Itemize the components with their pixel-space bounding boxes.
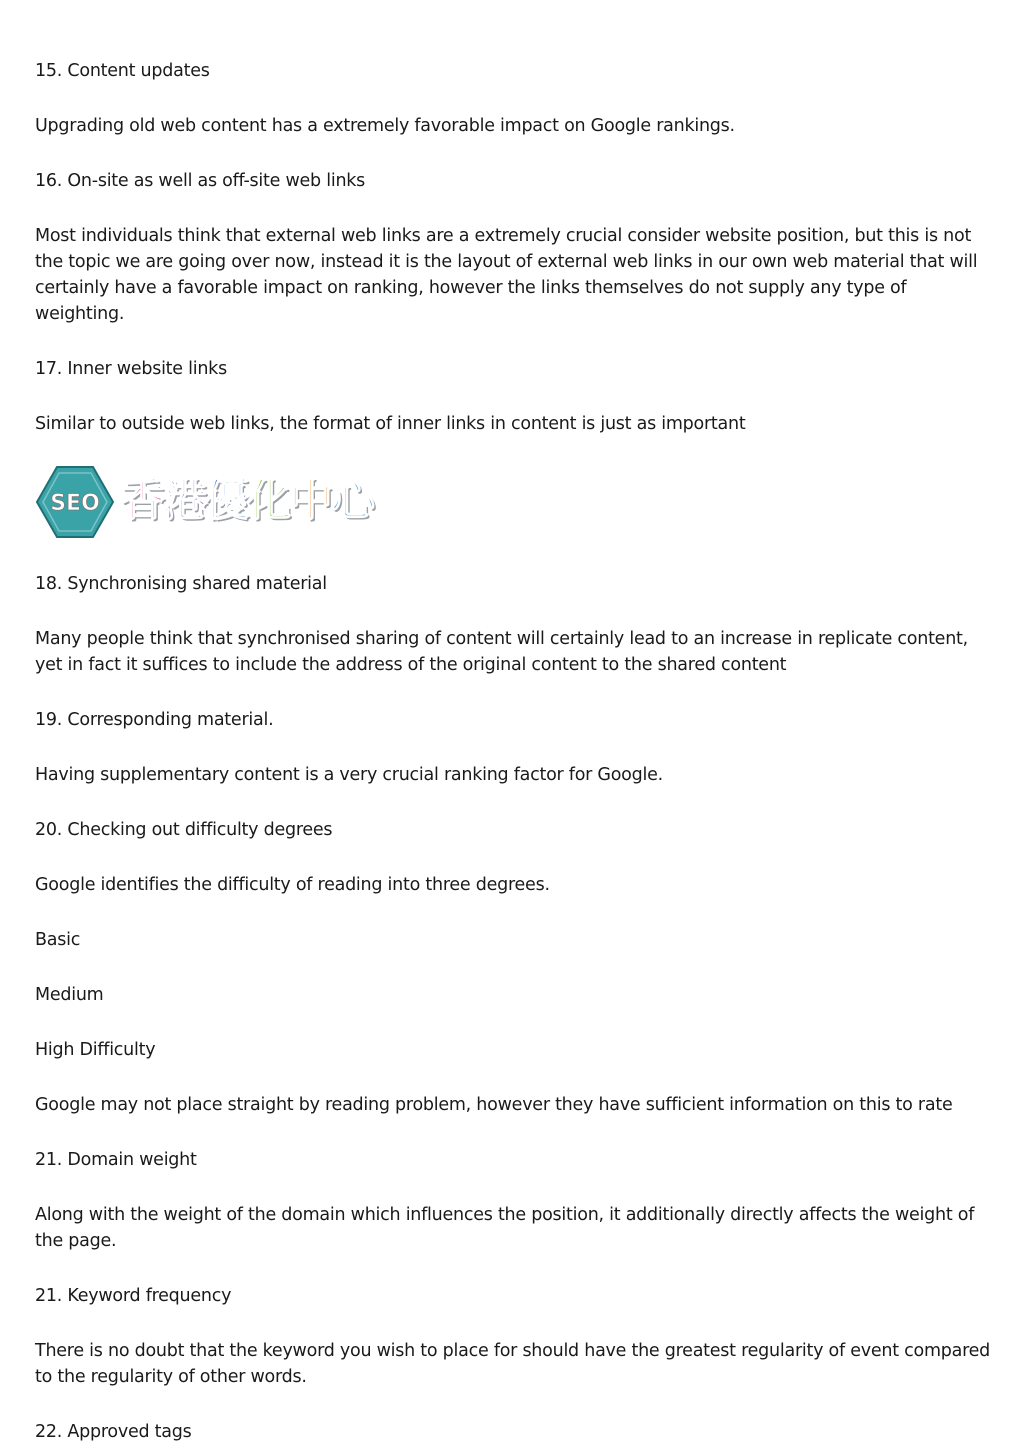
seo-badge-text: SEO [50,491,100,516]
logo-characters [121,471,373,531]
paragraph-reading-problem: Google may not place straight by reading problem, however they have sufficient information on this to rate [35,1095,953,1115]
heading-onsite-offsite-links: 16. On-site as well as off-site web links [35,171,366,191]
logo-char-6: 心 [331,475,373,526]
paragraph-inner-website-links: Similar to outside web links, the format of inner links in content is just as important [35,414,746,434]
document-page [35,0,995,1445]
heading-corresponding-material: 19. Corresponding material. [35,710,274,730]
paragraph-onsite-offsite-links: Most individuals think that external web links are a extremely crucial consider website position, but this is not the topic we are going over now, instead it is the layout of external web links in our own web material that will certainly have a favorable impact on ranking, however the links themselves do not supply any type of weighting. [35,226,978,324]
difficulty-basic: Basic [35,930,81,950]
logo-char-1: 香 [121,475,163,526]
difficulty-high: High Difficulty [35,1040,156,1060]
seo-logo [35,463,380,541]
paragraph-content-updates: Upgrading old web content has a extremely favorable impact on Google rankings. [35,116,735,136]
paragraph-keyword-frequency: There is no doubt that the keyword you wish to place for should have the greatest regularity of event compared to the regularity of other words. [35,1341,991,1387]
heading-approved-tags: 22. Approved tags [35,1422,192,1442]
heading-inner-website-links: 17. Inner website links [35,359,227,379]
heading-difficulty-degrees: 20. Checking out difficulty degrees [35,820,333,840]
paragraph-corresponding-material: Having supplementary content is a very crucial ranking factor for Google. [35,765,663,785]
difficulty-medium: Medium [35,985,104,1005]
heading-content-updates: 15. Content updates [35,61,210,81]
logo-char-2: 港 [163,475,205,526]
logo-char-5: 中 [289,475,331,526]
heading-keyword-frequency: 21. Keyword frequency [35,1286,232,1306]
heading-domain-weight: 21. Domain weight [35,1150,197,1170]
paragraph-domain-weight: Along with the weight of the domain which influences the position, it additionally directly affects the weight of the page. [35,1205,975,1251]
logo-char-3: 優 [205,475,247,526]
logo-char-4: 化 [247,475,289,526]
heading-synchronising-shared-material: 18. Synchronising shared material [35,574,327,594]
paragraph-synchronising-shared-material: Many people think that synchronised sharing of content will certainly lead to an increase in replicate content, yet in fact it suffices to include the address of the original content to the shared content [35,629,968,675]
paragraph-difficulty-degrees: Google identifies the difficulty of reading into three degrees. [35,875,550,895]
